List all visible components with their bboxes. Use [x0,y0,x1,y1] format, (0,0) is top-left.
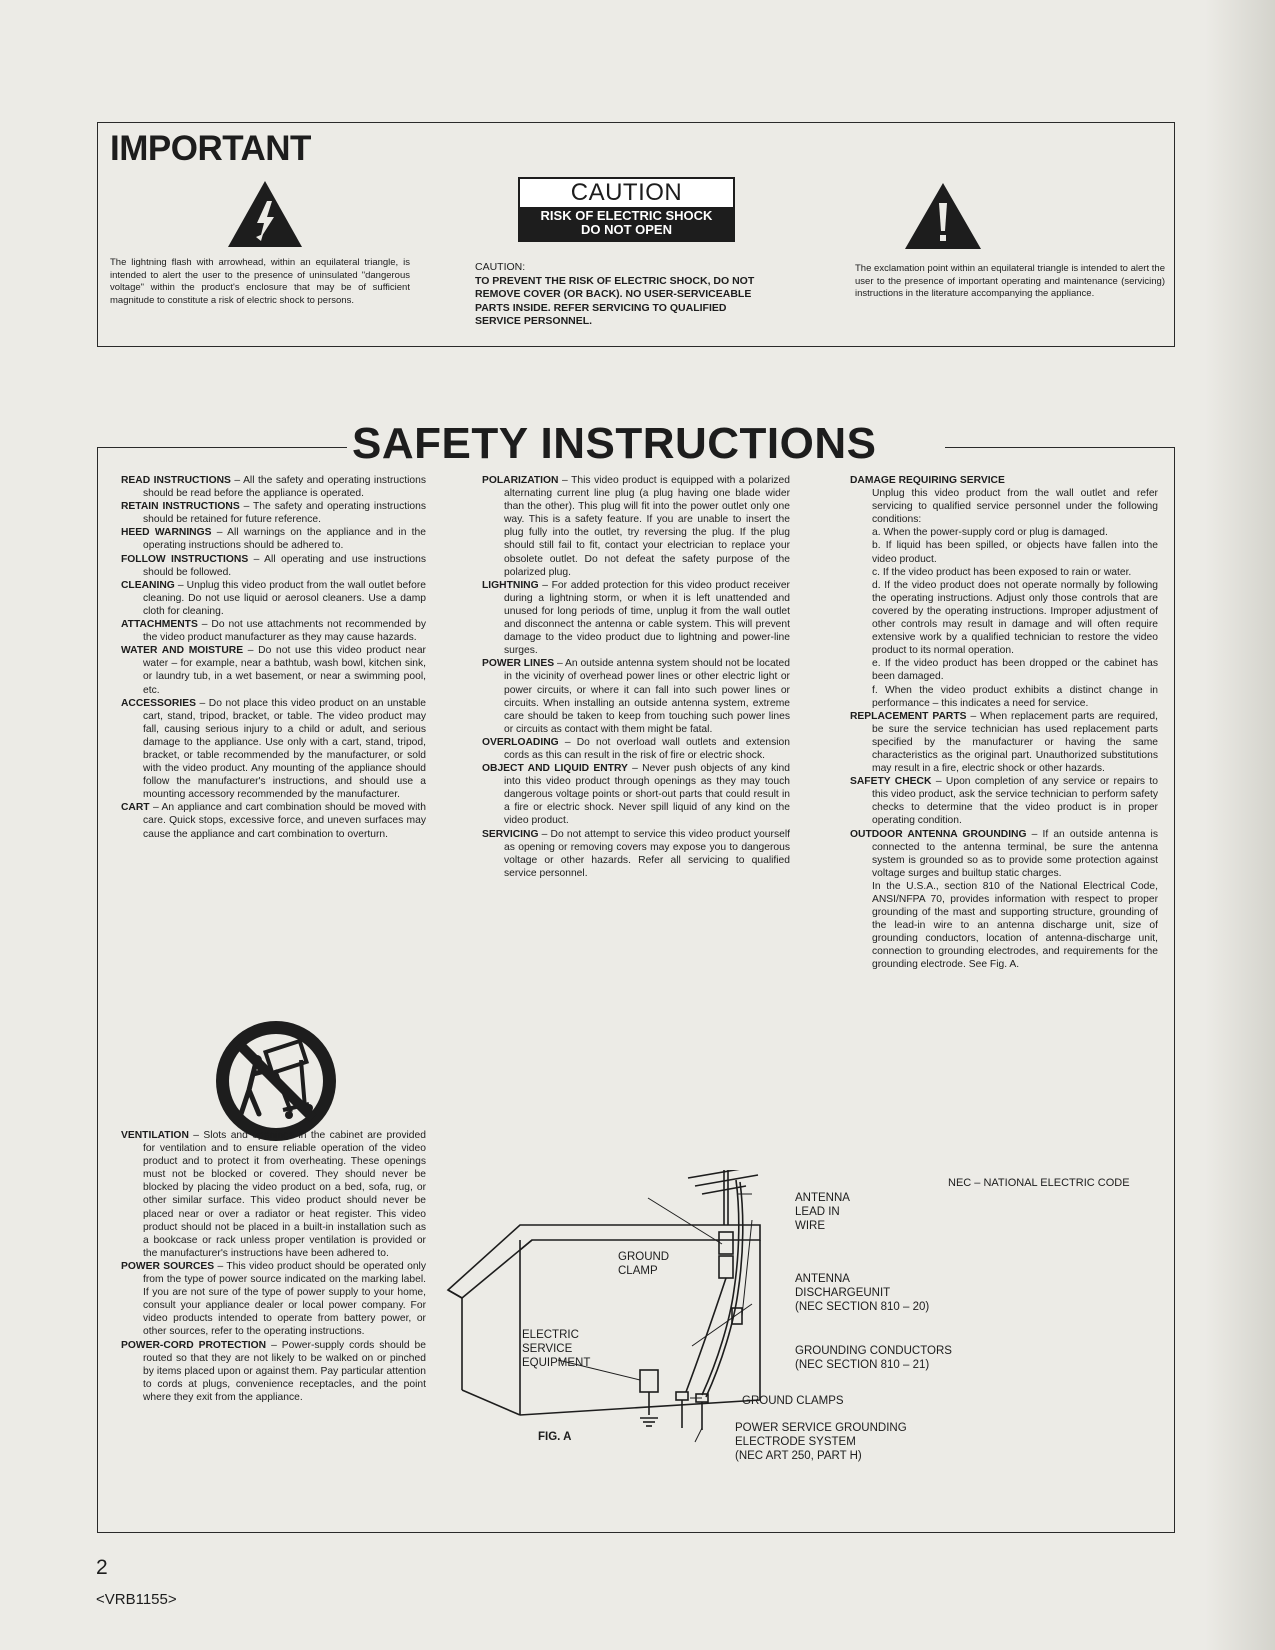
damage-condition: d. If the video product does not operate normally by following the operating instructions. Adjust only those controls that are covered by the operating instructions. Improper adjustment of other controls may result in damage and will often require extensive work by a qualified technician to restore the video product to its normal operation. [872,579,1158,657]
safety-item [121,801,426,840]
label-line: ELECTRIC [522,1329,579,1341]
safety-item-text: – This video product is equipped with a polarized alternating current line plug (a plug having one blade wider than the other). This plug will fit into the power outlet only one way. This is a safety feature. If you are unable to insert the plug fully into the outlet, try reversing the plug. If the plug should still fail to fit, contact your electrician to replace your obsolete outlet. Do not defeat the safety purpose of the polarized plug. [504,475,790,578]
safety-item-heading: POLARIZATION [482,475,559,486]
damage-condition: c. If the video product has been exposed to rain or water. [872,566,1132,578]
important-box [97,122,1175,347]
caution-label-warning [520,207,733,240]
label-ground-clamp [618,1250,669,1278]
label-line: CLAMP [618,1265,658,1277]
safety-item-text: – Slots and openings in the cabinet are provided for ventilation and to ensure reliable operation of the video product and to protect it from overheating. These openings must not be blocked or covered. They should never be blocked by placing the video product on a bed, sofa, rug, or other similar surface. This video product should never be placed near or over a radiator or heat register. This video product should not be placed in a built-in installation such as a bookcase or rack unless proper ventilation is provided or the manufacturer's instructions have been adhered to. [143,1130,426,1259]
safety-item-text: – Do not overload wall outlets and extension cords as this can result in the risk of fire or electric shock. [504,736,790,761]
damage-intro: Unplug this video product from the wall outlet and refer servicing to qualified service personnel under the following conditions: [872,488,1158,526]
caution-label [518,177,735,242]
safety-item-text: – An appliance and cart combination should be moved with care. Quick stops, excessive force, and uneven surfaces may cause the appliance and cart combination to overturn. [143,802,426,840]
safety-item-text: – This video product should be operated only from the type of power source indicated on the marking label. If you are not sure of the type of power supply to your home, consult your appliance dealer or local power company. For video products intended to operate from battery power, or other sources, refer to the operating instructions. [143,1260,426,1338]
caution-text-line-2: REMOVE COVER (OR BACK). NO USER-SERVICEABLE [475,288,752,300]
safety-item [482,579,790,658]
safety-item [482,474,790,579]
label-line: ANTENNA [795,1192,850,1204]
figure-label [538,1430,571,1444]
safety-item-text: – Do not use this video product near water – for example, near a bathtub, wash bowl, kitchen sink, or laundry tub, in a wet basement, or near a swimming pool, etc. [143,645,426,696]
safety-item-text: – For added protection for this video product receiver during a lightning storm, or when it is left unattended and unused for long periods of time, unplug it from the wall outlet and disconnect the antenna or cable system. This will prevent damage to the video product due to lightning and power-line surges. [504,579,790,657]
safety-item-text: – Do not place this video product on an unstable cart, stand, tripod, bracket, or table. The video product may fall, causing serious injury to a child or adult, and serious damage to the appliance. Use only with a cart, stand, tripod, bracket, or table recommended by the manufacturer, or sold with the video product. Any mounting of the appliance should follow the manufacturer's instructions, and should use a mounting accessory recommended by the manufacturer. [143,697,426,801]
exclamation-warning-icon [903,181,983,251]
label-line: GROUND CLAMPS [742,1395,844,1407]
safety-item [121,553,426,579]
safety-item [121,500,426,526]
safety-item [850,710,1158,775]
safety-item-heading: OBJECT AND LIQUID ENTRY [482,763,628,775]
safety-item [850,775,1158,827]
safety-item-heading: POWER-CORD PROTECTION [121,1339,267,1351]
antenna-grounding-diagram [440,1170,800,1460]
safety-item [121,644,426,696]
damage-condition: e. If the video product has been dropped or the cabinet has been damaged. [872,658,1158,683]
safety-item-heading: RETAIN INSTRUCTIONS [121,501,240,513]
label-line: FIG. A [538,1431,572,1443]
bleed-through-header [860,60,872,110]
damage-heading [850,474,1158,487]
safety-column-1-top [121,474,426,841]
safety-item [482,657,790,736]
label-line: DISCHARGEUNIT [795,1287,891,1299]
safety-item-heading: READ INSTRUCTIONS [121,475,231,486]
safety-item [121,474,426,500]
safety-item-text: – Do not use attachments not recommended by the video product manufacturer as they may cause hazards. [143,619,426,644]
safety-item-heading: POWER SOURCES [121,1260,215,1272]
important-title: IMPORTANT [110,129,311,168]
safety-item [121,579,426,618]
caution-text-line-3: PARTS INSIDE. REFER SERVICING TO QUALIFIED [475,301,727,314]
label-line: (NEC ART 250, PART H) [735,1450,862,1462]
damage-condition: f. When the video product exhibits a distinct change in performance – this indicates a need for service. [872,684,1158,709]
label-line: ANTENNA [795,1273,850,1285]
label-antenna-lead-in [795,1191,850,1233]
damage-condition: a. When the power-supply cord or plug is damaged. [872,527,1108,539]
label-line: SERVICE [522,1343,573,1355]
no-cart-tipping-icon [213,1018,339,1144]
safety-item-text: – Never push objects of any kind into this video product through openings as they may touch dangerous voltage points or short-out parts that could result in a fire or electric shock. Never spill liquid of any kind on the video product. [504,763,790,827]
safety-item [482,736,790,762]
label-line: POWER SERVICE GROUNDING [735,1422,907,1434]
safety-item-heading: ACCESSORIES [121,697,196,709]
safety-item [482,762,790,827]
label-discharge-unit [795,1272,929,1314]
caution-heading: CAUTION: [475,261,526,273]
safety-item-heading: VENTILATION [121,1130,189,1141]
safety-item-heading: REPLACEMENT PARTS [850,710,967,722]
safety-item-heading: POWER LINES [482,658,555,670]
safety-item [121,618,426,644]
label-electric-service [522,1328,590,1370]
safety-item-heading: OVERLOADING [482,736,559,748]
caution-text-line-4: SERVICE PERSONNEL. [475,315,593,327]
safety-item-heading: WATER AND MOISTURE [121,645,244,657]
label-line: ELECTRODE SYSTEM [735,1436,856,1448]
page-number: 2 [96,1556,108,1579]
page-edge-shadow [1205,0,1275,1650]
document-code: <VRB1155> [96,1591,177,1608]
safety-item-text: – All operating and use instructions should be followed. [143,553,426,578]
label-line: GROUND [618,1251,670,1263]
exclamation-description: The exclamation point within an equilateral triangle is intended to alert the user to the presence of important operating and maintenance (servicing) instructions in the literature accompanying the appliance. [855,263,1165,299]
safety-item [121,1260,426,1339]
safety-item-text: – Do not attempt to service this video product yourself as opening or removing covers may expose you to dangerous voltage or other hazards. Refer all servicing to qualified service personnel. [504,828,790,879]
safety-item [121,1129,426,1260]
nec-paragraph: In the U.S.A., section 810 of the National Electrical Code, ANSI/NFPA 70, provides information with respect to proper grounding of the mast and supporting structure, grounding of the lead-in wire to an antenna discharge unit, size of grounding conductors, location of antenna-discharge unit, connection to grounding electrodes, and requirements for the grounding electrode. See Fig. A. [872,880,1158,971]
safety-item [121,1339,426,1404]
safety-item-heading: SERVICING [482,828,539,840]
safety-item-heading: ATTACHMENTS [121,619,198,631]
safety-item [850,828,1158,880]
lightning-description: The lightning flash with arrowhead, within an equilateral triangle, is intended to alert the user to the presence of uninsulated "dangerous voltage" within the product's enclosure that may be of sufficient magnitude to constitute a risk of electric shock to persons. [110,257,410,306]
label-ground-clamps [742,1394,844,1408]
label-line: LEAD IN [795,1206,840,1218]
safety-item [482,828,790,880]
safety-item-heading: DAMAGE REQUIRING SERVICE [850,475,1005,486]
caution-label-line-1: RISK OF ELECTRIC SHOCK [540,208,713,223]
safety-item-heading: LIGHTNING [482,579,539,591]
caution-label-word: CAUTION [570,179,683,206]
label-power-service [735,1421,907,1463]
safety-item-heading: SAFETY CHECK [850,776,932,788]
safety-item-text: – Unplug this video product from the wall outlet before cleaning. Do not use liquid or aerosol cleaners. Use a damp cloth for cleaning. [143,579,426,617]
label-line: GROUNDING CONDUCTORS [795,1345,952,1357]
safety-item-text: – The safety and operating instructions should be retained for future reference. [143,501,426,526]
safety-item-heading: CLEANING [121,579,175,591]
label-line: (NEC SECTION 810 – 20) [795,1301,930,1313]
safety-item-text: – If an outside antenna is connected to the antenna terminal, be sure the antenna system is grounded so as to provide some protection against voltage surges and builtup static charges. [872,828,1158,879]
label-line: EQUIPMENT [522,1357,591,1369]
safety-item-heading: HEED WARNINGS [121,527,212,539]
safety-item-heading: CART [121,802,150,814]
safety-item-heading: FOLLOW INSTRUCTIONS [121,553,249,565]
safety-item-text: – Upon completion of any service or repairs to this video product, ask the service technician to perform safety checks to determine that the video product is in proper operating condition. [872,776,1158,827]
safety-title: SAFETY INSTRUCTIONS [352,419,877,468]
safety-item [121,697,426,802]
safety-item-text: – Power-supply cords should be routed so that they are not likely to be walked on or pinched by items placed upon or against them. Pay particular attention to cords at plugs, convenience receptacles, and the point where they exit from the appliance. [143,1339,426,1403]
safety-item-text: – All warnings on the appliance and in the operating instructions should be adhered to. [143,527,426,552]
caution-text [475,261,793,329]
nec-note: NEC – NATIONAL ELECTRIC CODE [948,1177,1130,1189]
safety-column-3 [850,474,1158,972]
lightning-warning-icon [226,179,304,249]
label-line: (NEC SECTION 810 – 21) [795,1359,930,1371]
safety-item [121,526,426,552]
safety-item-heading: OUTDOOR ANTENNA GROUNDING [850,828,1027,840]
caution-text-line-1: TO PREVENT THE RISK OF ELECTRIC SHOCK, DO NOT [475,274,755,287]
safety-item-text: – When replacement parts are required, be sure the service technician has used replacement parts specified by the manufacturer or having the same characteristics as the original part. Unauthorized substitutions may result in a fire, electric shock or other hazards. [872,710,1158,775]
caution-label-line-2: DO NOT OPEN [580,222,672,237]
label-grounding-conductors [795,1344,952,1372]
label-line: WIRE [795,1220,826,1232]
safety-column-2 [482,474,790,880]
safety-column-1-bottom [121,1129,426,1404]
safety-item-text: – An outside antenna system should not be located in the vicinity of overhead power lines or other electric light or power circuits, or where it can fall into such power lines or circuits. When installing an outside antenna system, extreme care should be taken to keep from touching such power lines or circuits as contact with them might be fatal. [504,658,790,735]
damage-condition: b. If liquid has been spilled, or objects have fallen into the video product. [872,540,1158,565]
safety-item-text: – All the safety and operating instructions should be read before the appliance is operated. [143,475,426,500]
